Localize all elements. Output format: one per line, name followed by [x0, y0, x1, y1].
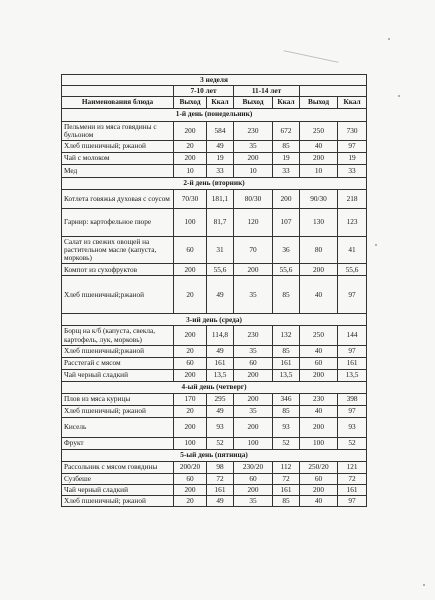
output-value: 35	[234, 345, 273, 357]
day-title: 3-ий день (среда)	[62, 314, 367, 326]
kcal-value: 161	[207, 484, 234, 495]
day-header-row	[62, 108, 367, 121]
output-value: 60	[300, 357, 338, 369]
dish-row	[62, 345, 367, 357]
output-value: 10	[174, 164, 207, 177]
kcal-value: 31	[207, 236, 234, 264]
kcal-value: 672	[273, 121, 300, 140]
output-value: 200	[174, 152, 207, 164]
day-header-row	[62, 381, 367, 393]
dish-name: Борщ на к/б (капуста, свекла, картофель, лук, морковь)	[62, 326, 174, 345]
output-value: 20	[174, 345, 207, 357]
dish-name: Чай черный сладкий	[62, 484, 174, 495]
dish-row	[62, 164, 367, 177]
dish-row	[62, 121, 367, 140]
kcal-value: 123	[338, 208, 367, 236]
kcal-value: 107	[273, 208, 300, 236]
output-value: 60	[174, 473, 207, 484]
kcal-value: 19	[207, 152, 234, 164]
dish-name: Сузбеше	[62, 473, 174, 484]
output-value: 200	[174, 417, 207, 437]
output-value: 120	[234, 208, 273, 236]
dish-name: Кисель	[62, 417, 174, 437]
kcal-value: 72	[273, 473, 300, 484]
output-value: 250	[300, 326, 338, 345]
output-value: 200/20	[174, 461, 207, 473]
scan-speck	[398, 95, 400, 97]
day-header-row	[62, 449, 367, 461]
scan-speck	[375, 244, 377, 246]
output-value: 40	[300, 345, 338, 357]
output-value: 35	[234, 276, 273, 314]
output-value: 200	[174, 326, 207, 345]
kcal-value: 730	[338, 121, 367, 140]
output-value: 250	[300, 121, 338, 140]
kcal-value: 584	[207, 121, 234, 140]
kcal-value: 85	[273, 140, 300, 152]
kcal-value: 33	[207, 164, 234, 177]
kcal-value: 55,6	[338, 264, 367, 276]
age-spacer	[62, 86, 174, 97]
scan-pen-mark	[284, 50, 339, 63]
output-value: 200	[300, 417, 338, 437]
col-output: Выход	[234, 97, 273, 108]
dish-row	[62, 326, 367, 345]
age-group-row	[62, 86, 367, 97]
dish-row	[62, 264, 367, 276]
dish-name: Фрукт	[62, 437, 174, 449]
output-value: 250/20	[300, 461, 338, 473]
kcal-value: 85	[273, 405, 300, 417]
output-value: 200	[234, 369, 273, 381]
output-value: 200	[300, 152, 338, 164]
kcal-value: 93	[338, 417, 367, 437]
kcal-value: 346	[273, 393, 300, 405]
dish-name: Чай с молоком	[62, 152, 174, 164]
day-title: 4-ый день (четверг)	[62, 381, 367, 393]
output-value: 60	[300, 473, 338, 484]
kcal-value: 98	[207, 461, 234, 473]
dish-row	[62, 208, 367, 236]
output-value: 20	[174, 405, 207, 417]
day-title: 2-й день (вторник)	[62, 177, 367, 189]
kcal-value: 161	[338, 484, 367, 495]
kcal-value: 161	[273, 357, 300, 369]
output-value: 230	[234, 326, 273, 345]
output-value: 200	[234, 152, 273, 164]
output-value: 10	[300, 164, 338, 177]
dish-row	[62, 189, 367, 208]
kcal-value: 85	[273, 276, 300, 314]
dish-row	[62, 437, 367, 449]
dish-name: Хлеб пшеничный; ржаной	[62, 405, 174, 417]
age-group-11-14: 11-14 лет	[234, 86, 300, 97]
kcal-value: 49	[207, 345, 234, 357]
col-kcal: Ккал	[207, 97, 234, 108]
kcal-value: 19	[273, 152, 300, 164]
col-output: Выход	[300, 97, 338, 108]
output-value: 90/30	[300, 189, 338, 208]
kcal-value: 19	[338, 152, 367, 164]
kcal-value: 36	[273, 236, 300, 264]
output-value: 100	[174, 437, 207, 449]
kcal-value: 81,7	[207, 208, 234, 236]
col-kcal: Ккал	[338, 97, 367, 108]
output-value: 200	[174, 121, 207, 140]
dish-name: Хлеб пшеничный;ржаной	[62, 345, 174, 357]
kcal-value: 52	[338, 437, 367, 449]
scan-speck	[388, 38, 390, 40]
output-value: 60	[174, 357, 207, 369]
output-value: 20	[174, 276, 207, 314]
kcal-value: 13,5	[207, 369, 234, 381]
output-value: 230	[300, 393, 338, 405]
kcal-value: 55,6	[273, 264, 300, 276]
output-value: 40	[300, 405, 338, 417]
kcal-value: 114,8	[207, 326, 234, 345]
dish-row	[62, 417, 367, 437]
output-value: 100	[300, 437, 338, 449]
column-header-row	[62, 97, 367, 108]
week-title: 3 неделя	[62, 75, 367, 86]
output-value: 130	[300, 208, 338, 236]
output-value: 200	[234, 484, 273, 495]
kcal-value: 97	[338, 140, 367, 152]
output-value: 40	[300, 496, 338, 507]
output-value: 100	[174, 208, 207, 236]
output-value: 60	[234, 357, 273, 369]
output-value: 10	[234, 164, 273, 177]
kcal-value: 41	[338, 236, 367, 264]
age-group-7-10: 7-10 лет	[174, 86, 234, 97]
output-value: 60	[234, 473, 273, 484]
output-value: 35	[234, 405, 273, 417]
dish-row	[62, 393, 367, 405]
dish-row	[62, 140, 367, 152]
dish-row	[62, 236, 367, 264]
kcal-value: 161	[338, 357, 367, 369]
col-output: Выход	[174, 97, 207, 108]
col-dish-name: Наименования блюда	[62, 97, 174, 108]
kcal-value: 181,1	[207, 189, 234, 208]
dish-row	[62, 405, 367, 417]
kcal-value: 49	[207, 276, 234, 314]
kcal-value: 55,6	[207, 264, 234, 276]
kcal-value: 85	[273, 496, 300, 507]
day-title: 5-ый день (пятница)	[62, 449, 367, 461]
kcal-value: 52	[273, 437, 300, 449]
output-value: 60	[174, 236, 207, 264]
output-value: 170	[174, 393, 207, 405]
kcal-value: 144	[338, 326, 367, 345]
kcal-value: 97	[338, 276, 367, 314]
output-value: 200	[174, 264, 207, 276]
output-value: 40	[300, 140, 338, 152]
output-value: 200	[234, 393, 273, 405]
kcal-value: 398	[338, 393, 367, 405]
kcal-value: 13,5	[273, 369, 300, 381]
dish-name: Чай черный сладкий	[62, 369, 174, 381]
kcal-value: 161	[273, 484, 300, 495]
day-header-row	[62, 314, 367, 326]
dish-name: Салат из свежих овощей на растительном масле (капуста, морковь)	[62, 236, 174, 264]
output-value: 70/30	[174, 189, 207, 208]
kcal-value: 97	[338, 405, 367, 417]
kcal-value: 13,5	[338, 369, 367, 381]
output-value: 80/30	[234, 189, 273, 208]
dish-name: Котлета говяжья духовая с соусом	[62, 189, 174, 208]
kcal-value: 85	[273, 345, 300, 357]
output-value: 230/20	[234, 461, 273, 473]
day-header-row	[62, 177, 367, 189]
kcal-value: 218	[338, 189, 367, 208]
kcal-value: 121	[338, 461, 367, 473]
dish-row	[62, 484, 367, 495]
dish-row	[62, 357, 367, 369]
dish-name: Хлеб пшеничный;ржаной	[62, 276, 174, 314]
output-value: 100	[234, 437, 273, 449]
dish-name: Пельмени из мяса говядины с бульоном	[62, 121, 174, 140]
output-value: 200	[174, 484, 207, 495]
output-value: 20	[174, 496, 207, 507]
dish-row	[62, 152, 367, 164]
kcal-value: 112	[273, 461, 300, 473]
dish-name: Гарнир: картофельное пюре	[62, 208, 174, 236]
weekly-menu-table	[61, 74, 367, 507]
dish-name: Рассольник с мясом говядины	[62, 461, 174, 473]
kcal-value: 49	[207, 140, 234, 152]
output-value: 200	[300, 264, 338, 276]
output-value: 70	[234, 236, 273, 264]
kcal-value: 93	[207, 417, 234, 437]
dish-row	[62, 369, 367, 381]
dish-name: Компот из сухофруктов	[62, 264, 174, 276]
dish-name: Хлеб пшеничный; ржаной	[62, 140, 174, 152]
kcal-value: 295	[207, 393, 234, 405]
day-title: 1-й день (понедельник)	[62, 108, 367, 121]
output-value: 200	[300, 369, 338, 381]
age-group-blank	[300, 86, 367, 97]
dish-row	[62, 473, 367, 484]
kcal-value: 93	[273, 417, 300, 437]
kcal-value: 52	[207, 437, 234, 449]
dish-name: Мед	[62, 164, 174, 177]
kcal-value: 97	[338, 345, 367, 357]
kcal-value: 72	[338, 473, 367, 484]
dish-name: Плов из мяса курицы	[62, 393, 174, 405]
kcal-value: 49	[207, 405, 234, 417]
dish-row	[62, 496, 367, 507]
output-value: 35	[234, 140, 273, 152]
output-value: 35	[234, 496, 273, 507]
kcal-value: 132	[273, 326, 300, 345]
kcal-value: 161	[207, 357, 234, 369]
output-value: 20	[174, 140, 207, 152]
output-value: 200	[234, 417, 273, 437]
kcal-value: 200	[273, 189, 300, 208]
output-value: 200	[300, 484, 338, 495]
output-value: 200	[234, 264, 273, 276]
output-value: 40	[300, 276, 338, 314]
kcal-value: 33	[273, 164, 300, 177]
kcal-value: 33	[338, 164, 367, 177]
output-value: 230	[234, 121, 273, 140]
output-value: 80	[300, 236, 338, 264]
kcal-value: 72	[207, 473, 234, 484]
kcal-value: 97	[338, 496, 367, 507]
dish-name: Хлеб пшеничный; ржаной	[62, 496, 174, 507]
dish-name: Расстегай с мясом	[62, 357, 174, 369]
scan-speck	[423, 584, 425, 586]
dish-row	[62, 461, 367, 473]
week-title-row	[62, 75, 367, 86]
dish-row	[62, 276, 367, 314]
kcal-value: 49	[207, 496, 234, 507]
output-value: 200	[174, 369, 207, 381]
col-kcal: Ккал	[273, 97, 300, 108]
